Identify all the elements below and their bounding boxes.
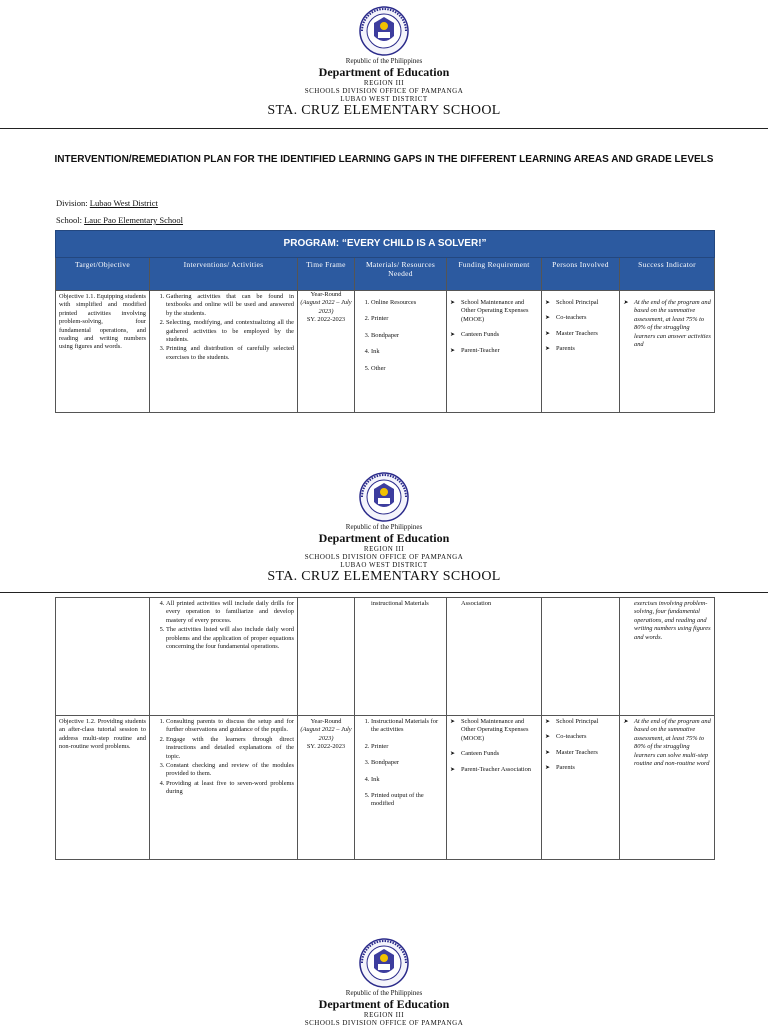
col-materials: Materials/ Resources Needed [355, 258, 447, 291]
header-divider [0, 128, 768, 129]
list-item: 1. Online Resources [371, 299, 443, 307]
letterhead [0, 472, 768, 585]
list-item: ➤ Master Teachers [545, 749, 616, 757]
school-year: SY. 2022-2023 [306, 743, 346, 751]
header-divider [0, 592, 768, 593]
list-item: 4. Providing at least five to seven-word problems during [166, 780, 294, 797]
list-item: ➤ School Principal [545, 299, 616, 307]
col-target: Target/Objective [56, 258, 150, 291]
republic-text: Republic of the Philippines [345, 989, 423, 997]
deped-seal-icon [359, 6, 409, 56]
time-cell [298, 716, 355, 860]
funding-cell: Association [447, 598, 542, 716]
division-value: Lubao West District [89, 198, 158, 208]
activities-cell [150, 598, 298, 716]
objective-cell: Objective 1.2. Providing students an after-class tutorial session to address multi-step routine and non-routine word problems. [56, 716, 150, 860]
list-item: 1. Instructional Materials for the activities [371, 718, 443, 735]
persons-cell [542, 598, 620, 716]
list-item: 5. Other [371, 365, 443, 373]
table-row [56, 291, 715, 413]
list-item: ➤ Parents [545, 345, 616, 353]
list-item: ➤ At the end of the program and based on the summative assessment, at least 75% to 80% of the struggling learners can solve multi-step routine and non-routine word [623, 718, 711, 768]
list-item: ➤ At the end of the program and based on the summative assessment, at least 75% to 80% of the struggling learners can answer activities and [623, 299, 711, 349]
list-item: ➤ School Maintenance and Other Operating Expenses (MOOE) [450, 718, 538, 743]
list-item: 2. Printer [371, 743, 443, 751]
list-item: ➤ Parent-Teacher [450, 347, 538, 355]
list-item: 3. Printing and distribution of carefully selected exercises to the students. [166, 345, 294, 362]
col-persons: Persons Involved [542, 258, 620, 291]
materials-cell [355, 716, 447, 860]
list-item: ➤ Master Teachers [545, 330, 616, 338]
activities-cell [150, 291, 298, 413]
program-banner: PROGRAM: “EVERY CHILD IS A SOLVER!” [56, 231, 715, 258]
division-office-text: SCHOOLS DIVISION OFFICE OF PAMPANGA [304, 1019, 464, 1027]
deped-seal-icon [359, 472, 409, 522]
republic-text: Republic of the Philippines [345, 523, 423, 531]
time-label: Year-Round [310, 718, 342, 725]
school-line [56, 215, 183, 225]
list-item: 4. Ink [371, 776, 443, 784]
list-item: ➤ Parents [545, 764, 616, 772]
region-text: REGION III [363, 1011, 405, 1019]
plan-table-continued [55, 597, 715, 860]
success-cell [620, 291, 715, 413]
republic-text: Republic of the Philippines [345, 57, 423, 65]
list-item: ➤ School Maintenance and Other Operating Expenses (MOOE) [450, 299, 538, 324]
activities-cell [150, 716, 298, 860]
materials-cell [355, 291, 447, 413]
letterhead [0, 938, 768, 1027]
list-item: 2. Printer [371, 315, 443, 323]
time-cell [298, 598, 355, 716]
col-funding: Funding Requirement [447, 258, 542, 291]
list-item: 4. All printed activities will include daily drills for every operation to familiarize and develop mastery of every process. [166, 600, 294, 625]
col-interventions: Interventions/ Activities [150, 258, 298, 291]
persons-cell [542, 291, 620, 413]
division-line [56, 198, 173, 208]
district-text: LUBAO WEST DISTRICT [340, 95, 428, 103]
time-cell [298, 291, 355, 413]
time-range: (August 2022 – July 2023) [300, 299, 352, 315]
list-item: 2. Selecting, modifying, and contextualizing all the gathered activities to be employed by the students. [166, 319, 294, 344]
department-name: Department of Education [318, 531, 450, 545]
deped-seal-icon [359, 938, 409, 988]
district-text: LUBAO WEST DISTRICT [340, 561, 428, 569]
col-success: Success Indicator [620, 258, 715, 291]
objective-cell [56, 598, 150, 716]
region-text: REGION III [363, 79, 405, 87]
department-name: Department of Education [318, 997, 450, 1011]
list-item: 1. Gathering activities that can be found in textbooks and online will be used and answered by the students. [166, 293, 294, 318]
list-item: 5. The activities listed will also include daily word problems and the application of proper equations concerning the four fundamental operations. [166, 626, 294, 651]
col-time: Time Frame [298, 258, 355, 291]
list-item: 4. Ink [371, 348, 443, 356]
list-item: 5. Printed output of the modified [371, 792, 443, 809]
list-item: ➤ Canteen Funds [450, 331, 538, 339]
materials-cell: instructional Materials [355, 598, 447, 716]
list-item: ➤ Parent-Teacher Association [450, 766, 538, 774]
success-cell: exercises involving problem-solving, four fundamental operations, and reading and writing numbers using figures and words. [620, 598, 715, 716]
list-item: ➤ Canteen Funds [450, 750, 538, 758]
list-item: ➤ Co-teachers [545, 733, 616, 741]
time-label: Year-Round [310, 291, 342, 298]
school-name: STA. CRUZ ELEMENTARY SCHOOL [267, 103, 501, 118]
table-row [56, 716, 715, 860]
list-item: ➤ Co-teachers [545, 314, 616, 322]
division-label: Division: [56, 198, 88, 208]
letterhead [0, 6, 768, 119]
objective-cell: Objective 1.1. Equipping students with simplified and modified printed activities involving problem-solving, four fundamental operations, and reading and writing numbers using figures and words. [56, 291, 150, 413]
time-range: (August 2022 – July 2023) [300, 726, 352, 742]
list-item: 3. Bondpaper [371, 332, 443, 340]
school-year: SY. 2022-2023 [306, 316, 346, 324]
list-item: 3. Constant checking and review of the modules provided to them. [166, 762, 294, 779]
plan-table [55, 230, 715, 413]
division-office-text: SCHOOLS DIVISION OFFICE OF PAMPANGA [304, 553, 464, 561]
school-value: Lauc Pao Elementary School [84, 215, 184, 225]
funding-cell [447, 716, 542, 860]
persons-cell [542, 716, 620, 860]
division-office-text: SCHOOLS DIVISION OFFICE OF PAMPANGA [304, 87, 464, 95]
funding-cell [447, 291, 542, 413]
school-name: STA. CRUZ ELEMENTARY SCHOOL [267, 569, 501, 584]
list-item: ➤ School Principal [545, 718, 616, 726]
document-title: INTERVENTION/REMEDIATION PLAN FOR THE IDENTIFIED LEARNING GAPS IN THE DIFFERENT LEARNING AREAS AND GRADE LEVELS [54, 154, 714, 165]
success-cell [620, 716, 715, 860]
list-item: 1. Consulting parents to discuss the setup and for further observations and guidance of the pupils. [166, 718, 294, 735]
school-label: School: [56, 215, 82, 225]
list-item: 3. Bondpaper [371, 759, 443, 767]
region-text: REGION III [363, 545, 405, 553]
table-row [56, 598, 715, 716]
list-item: 2. Engage with the learners through direct instructions and detailed explanations of the topic. [166, 736, 294, 761]
department-name: Department of Education [318, 65, 450, 79]
